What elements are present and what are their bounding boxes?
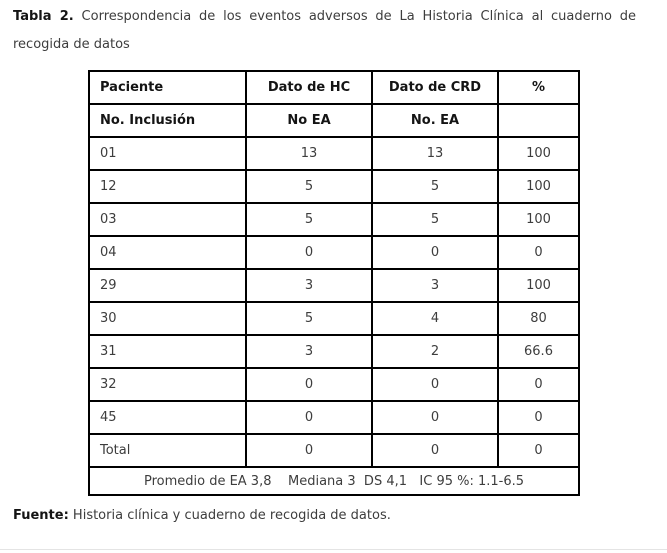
- caption-label: Tabla 2.: [13, 9, 74, 24]
- cell-hc: 0: [246, 434, 372, 467]
- cell-pct: 66.6: [498, 335, 579, 368]
- cell-hc: 5: [246, 170, 372, 203]
- table-row: [89, 368, 579, 401]
- cell-crd: 4: [372, 302, 498, 335]
- cell-pct: 0: [498, 434, 579, 467]
- cell-pct: 0: [498, 236, 579, 269]
- cell-crd: 5: [372, 203, 498, 236]
- column-header-paciente: Paciente: [89, 71, 246, 104]
- cell-hc: 13: [246, 137, 372, 170]
- source-text: Historia clínica y cuaderno de recogida de datos.: [68, 508, 391, 523]
- column-subheader-no-ea-hc: No EA: [246, 104, 372, 137]
- header-row-2: [89, 104, 579, 137]
- table-row: [89, 203, 579, 236]
- column-subheader-inclusion: No. Inclusión: [89, 104, 246, 137]
- cell-pct: 100: [498, 137, 579, 170]
- cell-hc: 0: [246, 401, 372, 434]
- caption-text: Correspondencia de los eventos adversos de La Historia Clínica al cuaderno de recogida de datos: [13, 9, 637, 52]
- table-row: [89, 335, 579, 368]
- table-row: [89, 302, 579, 335]
- cell-crd: 5: [372, 170, 498, 203]
- table-row: [89, 401, 579, 434]
- cell-patient: 29: [89, 269, 246, 302]
- table-row: [89, 170, 579, 203]
- cell-pct: 0: [498, 401, 579, 434]
- cell-pct: 0: [498, 368, 579, 401]
- cell-hc: 5: [246, 203, 372, 236]
- table-summary-row: [89, 467, 579, 495]
- table-row: [89, 137, 579, 170]
- source-label: Fuente:: [13, 508, 69, 523]
- cell-crd: 0: [372, 401, 498, 434]
- column-subheader-empty: [498, 104, 579, 137]
- cell-pct: 100: [498, 269, 579, 302]
- table-row-total: [89, 434, 579, 467]
- cell-hc: 3: [246, 335, 372, 368]
- page-bottom-divider: [0, 549, 667, 550]
- cell-patient: 31: [89, 335, 246, 368]
- cell-crd: 3: [372, 269, 498, 302]
- cell-pct: 100: [498, 170, 579, 203]
- table-caption: [13, 3, 636, 59]
- cell-patient: 45: [89, 401, 246, 434]
- cell-patient: 04: [89, 236, 246, 269]
- column-header-percent: %: [498, 71, 579, 104]
- cell-hc: 0: [246, 368, 372, 401]
- cell-patient: 03: [89, 203, 246, 236]
- header-row-1: [89, 71, 579, 104]
- source-note: [13, 507, 654, 525]
- column-header-dato-hc: Dato de HC: [246, 71, 372, 104]
- column-subheader-no-ea-crd: No. EA: [372, 104, 498, 137]
- adverse-events-table: [88, 70, 580, 496]
- cell-crd: 2: [372, 335, 498, 368]
- cell-crd: 13: [372, 137, 498, 170]
- cell-crd: 0: [372, 434, 498, 467]
- cell-pct: 100: [498, 203, 579, 236]
- cell-pct: 80: [498, 302, 579, 335]
- cell-patient: 01: [89, 137, 246, 170]
- cell-crd: 0: [372, 368, 498, 401]
- cell-crd: 0: [372, 236, 498, 269]
- summary-statistics: Promedio de EA 3,8 Mediana 3 DS 4,1 IC 95 %: 1.1-6.5: [89, 467, 579, 495]
- cell-hc: 5: [246, 302, 372, 335]
- cell-patient: 32: [89, 368, 246, 401]
- cell-hc: 3: [246, 269, 372, 302]
- cell-patient: 30: [89, 302, 246, 335]
- cell-patient: 12: [89, 170, 246, 203]
- cell-patient: Total: [89, 434, 246, 467]
- column-header-dato-crd: Dato de CRD: [372, 71, 498, 104]
- table-row: [89, 236, 579, 269]
- table-row: [89, 269, 579, 302]
- cell-hc: 0: [246, 236, 372, 269]
